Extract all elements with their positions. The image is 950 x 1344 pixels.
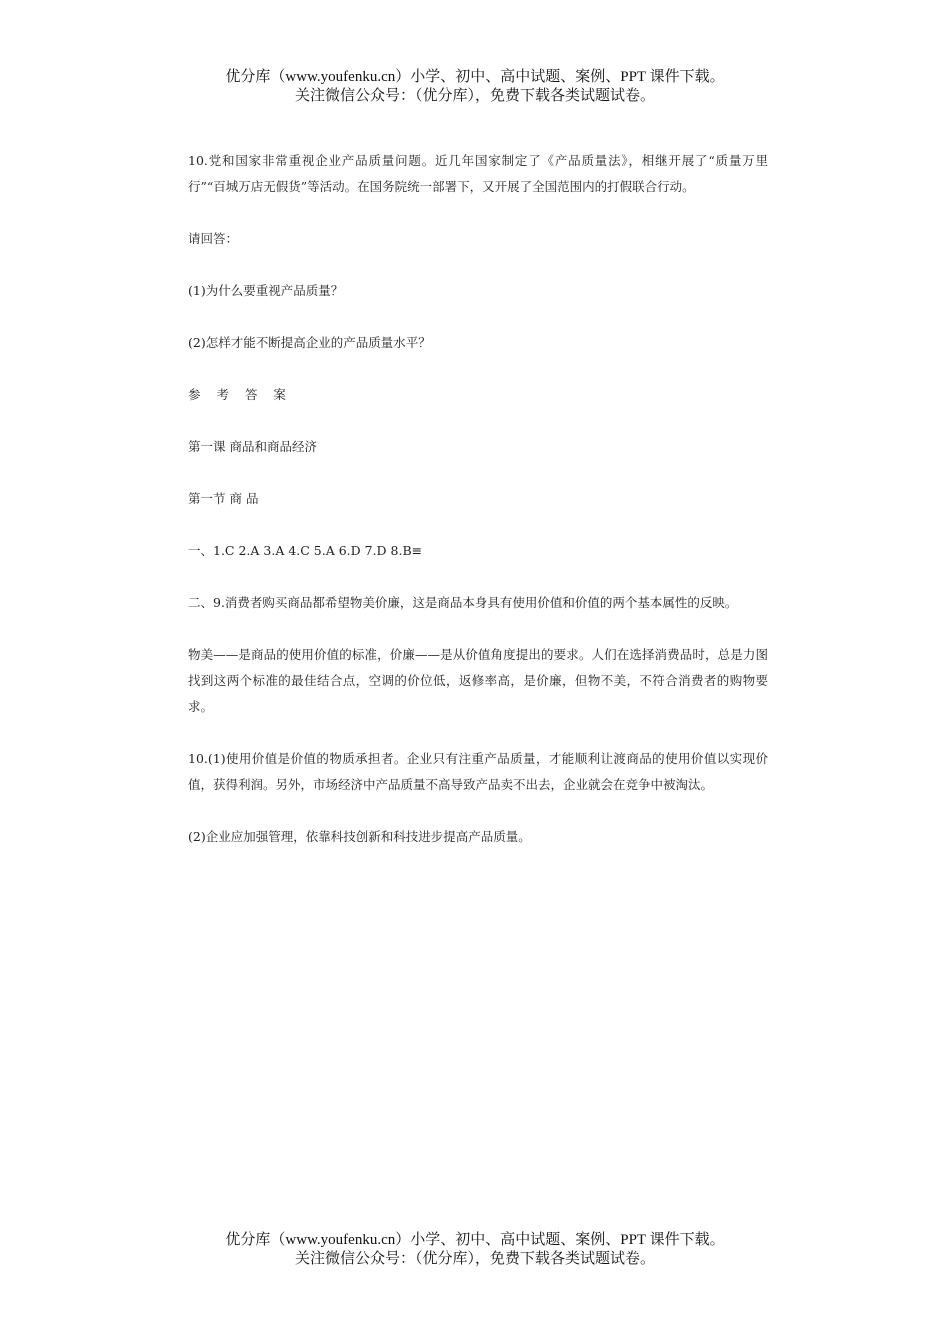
answer-9-explanation: 物美——是商品的使用价值的标准，价廉——是从价值角度提出的要求。人们在选择消费品时，总是力图找到这两个标准的最佳结合点，空调的价位低，返修率高，是价廉，但物不美，不符合消费者的购物要求。 xyxy=(188,647,768,714)
answer-9: 二、9.消费者购买商品都希望物美价廉，这是商品本身具有使用价值和价值的两个基本属性的反映。 xyxy=(188,595,738,610)
page-header xyxy=(0,68,950,106)
page-footer xyxy=(0,1231,950,1269)
footer-wechat-line: 关注微信公众号：（优分库），免费下载各类试题试卷。 xyxy=(294,1251,655,1267)
header-wechat-line: 关注微信公众号：（优分库），免费下载各类试题试卷。 xyxy=(294,88,655,104)
document-body xyxy=(188,148,768,876)
section-heading: 第一节 商 品 xyxy=(188,491,259,506)
answer-prompt: 请回答： xyxy=(188,231,239,246)
answer-10-part-1: 10.(1)使用价值是价值的物质承担者。企业只有注重产品质量，才能顺利让渡商品的使用价值以实现价值，获得利润。另外，市场经济中产品质量不高导致产品卖不出去，企业就会在竞争中被淘汰。 xyxy=(188,751,768,792)
header-site-line: 优分库（www.youfenku.cn）小学、初中、高中试题、案例、PPT 课件下载。 xyxy=(225,69,725,85)
lesson-heading: 第一课 商品和商品经济 xyxy=(188,439,317,454)
reference-answers-heading: 参 考 答 案 xyxy=(188,387,292,402)
question-10-stem: 10.党和国家非常重视企业产品质量问题。近几年国家制定了《产品质量法》，相继开展了“质量万里行”“百城万店无假货”等活动。在国务院统一部署下，又开展了全国范围内的打假联合行动。 xyxy=(188,153,768,194)
question-10-part-2: (2)怎样才能不断提高企业的产品质量水平？ xyxy=(188,335,431,350)
question-10-part-1: (1)为什么要重视产品质量？ xyxy=(188,283,344,298)
footer-site-line: 优分库（www.youfenku.cn）小学、初中、高中试题、案例、PPT 课件下载。 xyxy=(225,1232,725,1248)
multiple-choice-answers: 一、1.C 2.A 3.A 4.C 5.A 6.D 7.D 8.B≡ xyxy=(188,543,423,558)
answer-10-part-2: (2)企业应加强管理，依靠科技创新和科技进步提高产品质量。 xyxy=(188,829,531,844)
